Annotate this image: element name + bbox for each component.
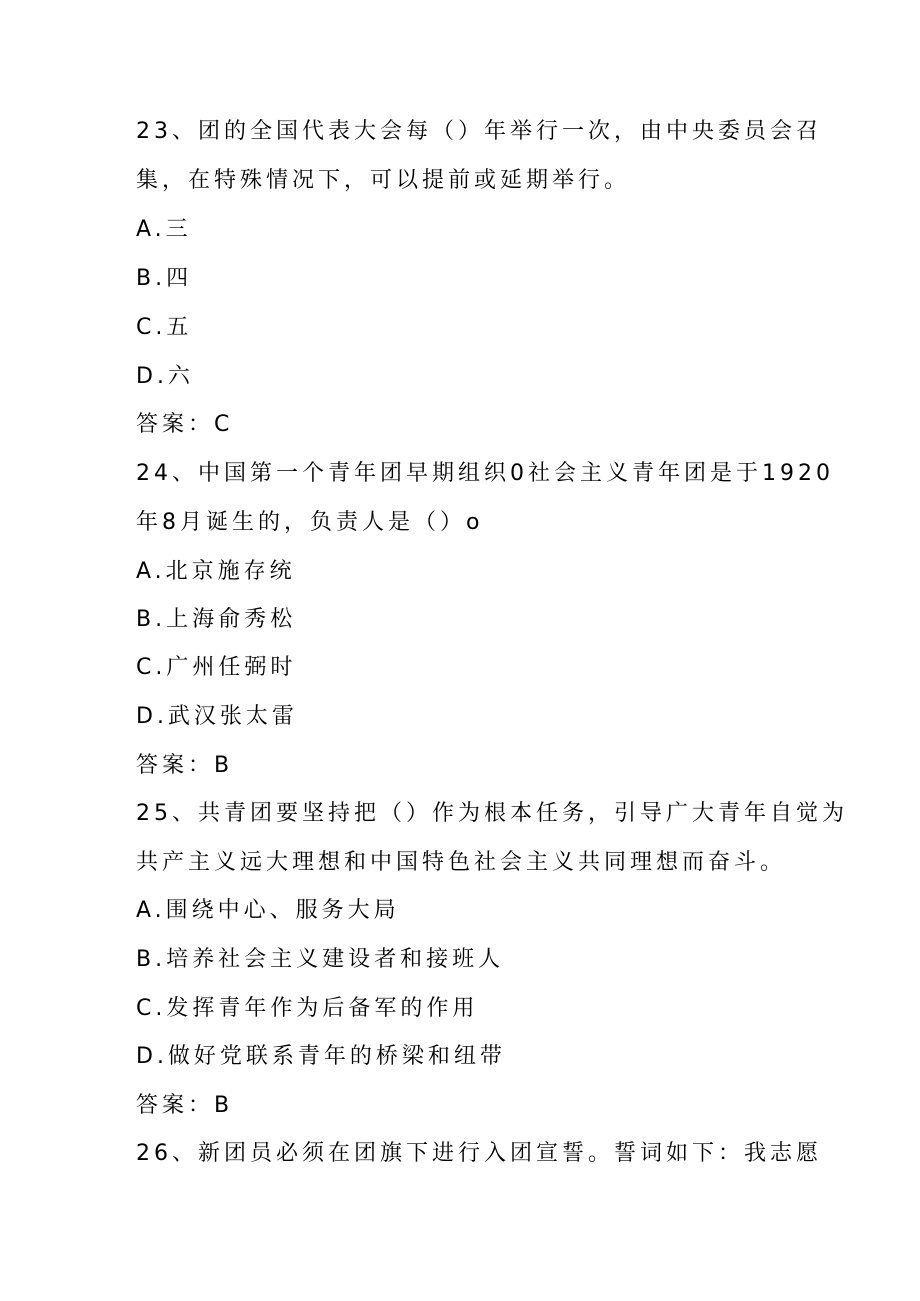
question-23-option-b: B.四: [136, 266, 193, 291]
question-24-option-a: A.北京施存统: [136, 559, 296, 584]
question-23-stem-line-1: 23、团的全国代表大会每（）年举行一次，由中央委员会召: [136, 119, 822, 144]
question-23-option-d: D.六: [136, 364, 194, 389]
question-25-option-a: A.围绕中心、服务大局: [136, 898, 400, 923]
question-23-option-a: A.三: [136, 217, 192, 242]
question-23-answer: 答案：C: [136, 412, 234, 437]
question-25-option-d: D.做好党联系青年的桥梁和纽带: [136, 1044, 506, 1069]
question-23-option-c: C.五: [136, 315, 193, 340]
question-25-answer: 答案：B: [136, 1093, 234, 1118]
question-24-answer: 答案：B: [136, 753, 234, 778]
question-25-stem-line-1: 25、共青团要坚持把（）作为根本任务，引导广大青年自觉为: [136, 801, 848, 826]
question-25-option-b: B.培养社会主义建设者和接班人: [136, 947, 505, 972]
question-24-option-d: D.武汉张太雷: [136, 704, 298, 729]
question-24-option-b: B.上海俞秀松: [136, 607, 297, 632]
question-25-stem-line-2: 共产主义远大理想和中国特色社会主义共同理想而奋斗。: [136, 850, 787, 875]
question-23-stem-line-2: 集，在特殊情况下，可以提前或延期举行。: [136, 168, 631, 193]
question-24-stem-line-2: 年8月诞生的，负责人是（）o: [136, 510, 484, 535]
question-24-option-c: C.广州任弼时: [136, 655, 297, 680]
question-24-stem-line-1: 24、中国第一个青年团早期组织0社会主义青年团是于1920: [136, 461, 834, 486]
question-26-stem-line-1: 26、新团员必须在团旗下进行入团宣誓。誓词如下：我志愿: [136, 1141, 822, 1166]
question-25-option-c: C.发挥青年作为后备军的作用: [136, 996, 479, 1021]
